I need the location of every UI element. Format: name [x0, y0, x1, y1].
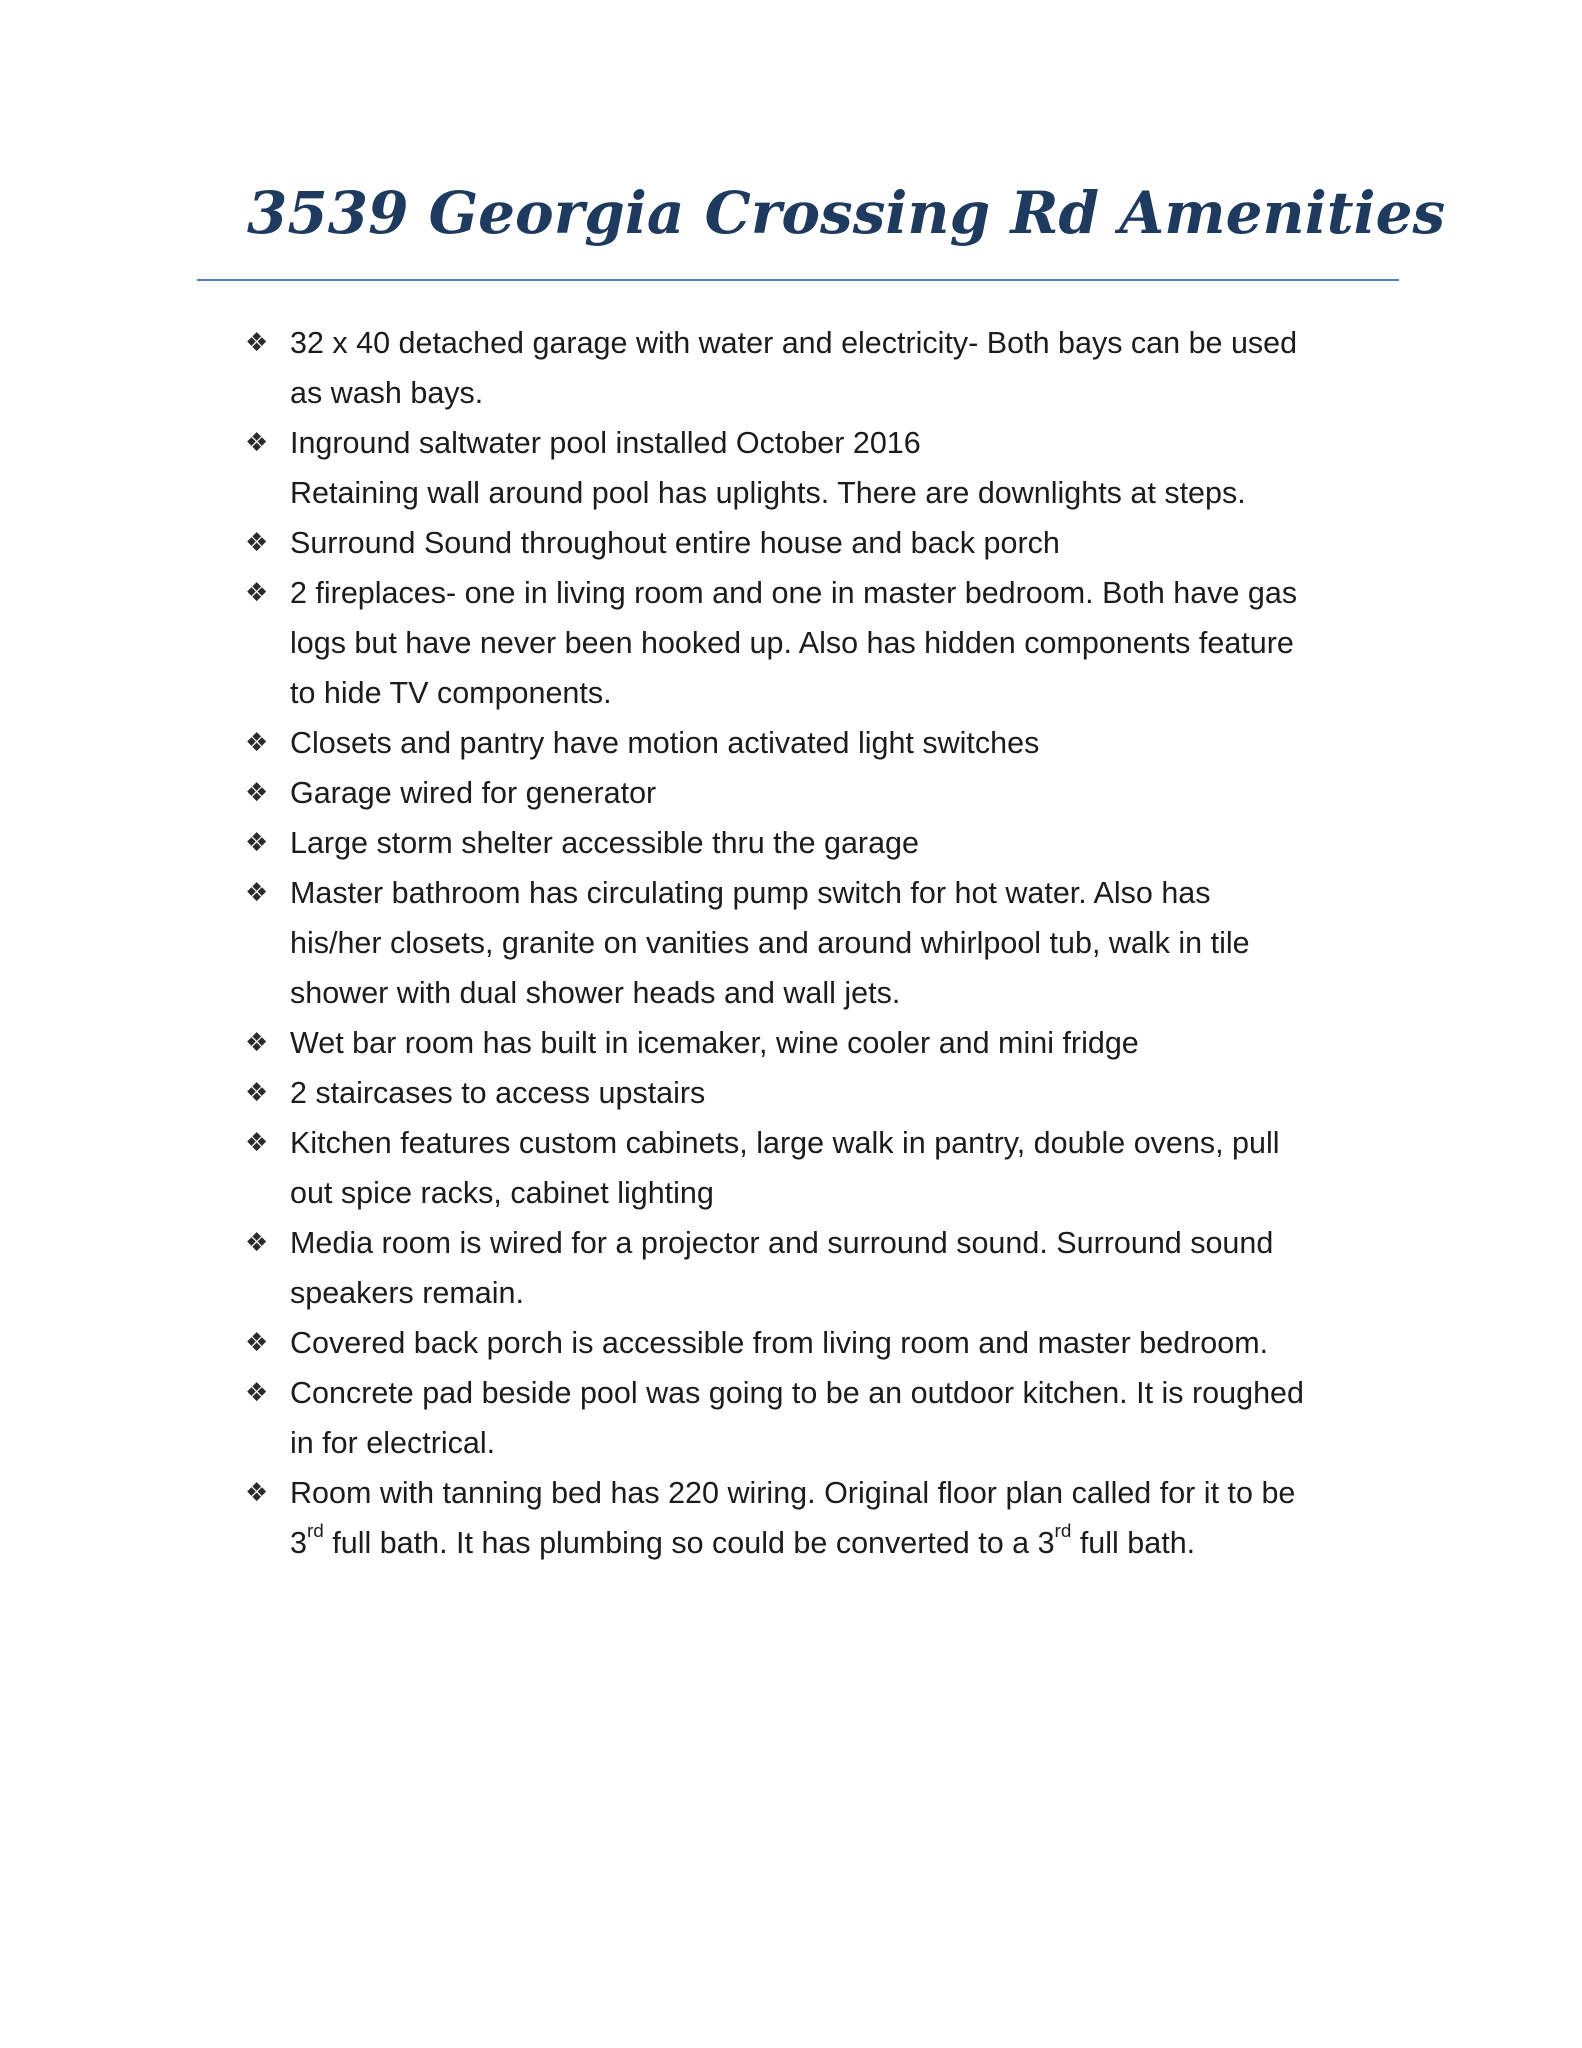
amenity-item [245, 1318, 1385, 1368]
four-diamond-bullet-icon: ❖ [245, 878, 269, 908]
ordinal-suffix: rd [306, 1520, 324, 1542]
amenity-line: as wash bays. [290, 376, 484, 410]
amenity-line: his/her closets, granite on vanities and around whirlpool tub, walk in tile [290, 926, 1250, 960]
amenity-item [245, 518, 1385, 568]
amenity-line: 2 fireplaces- one in living room and one in master bedroom. Both have gas [290, 576, 1298, 610]
four-diamond-bullet-icon: ❖ [245, 728, 269, 758]
page-title: 3539 Georgia Crossing Rd Amenities [247, 179, 1446, 247]
amenity-line: Surround Sound throughout entire house and back porch [290, 526, 1060, 560]
amenity-item [245, 768, 1385, 818]
four-diamond-bullet-icon: ❖ [245, 1078, 269, 1108]
amenity-item [245, 818, 1385, 868]
amenity-line: 32 x 40 detached garage with water and electricity- Both bays can be used [290, 326, 1298, 360]
amenity-line: Master bathroom has circulating pump switch for hot water. Also has [290, 876, 1211, 910]
amenity-item [245, 1068, 1385, 1118]
amenity-line: Room with tanning bed has 220 wiring. Original floor plan called for it to be [290, 1476, 1296, 1510]
amenity-item [245, 568, 1385, 718]
amenity-line: Wet bar room has built in icemaker, wine cooler and mini fridge [290, 1026, 1139, 1060]
four-diamond-bullet-icon: ❖ [245, 1028, 269, 1058]
amenity-line: Media room is wired for a projector and surround sound. Surround sound [290, 1226, 1274, 1260]
amenity-item [245, 1218, 1385, 1318]
amenity-item [245, 1368, 1385, 1468]
four-diamond-bullet-icon: ❖ [245, 1478, 269, 1508]
amenity-line: in for electrical. [290, 1426, 496, 1460]
amenity-item [245, 1118, 1385, 1218]
four-diamond-bullet-icon: ❖ [245, 828, 269, 858]
four-diamond-bullet-icon: ❖ [245, 1328, 269, 1358]
amenity-text: full bath. [1071, 1526, 1196, 1560]
amenity-item [245, 1018, 1385, 1068]
amenity-line: Concrete pad beside pool was going to be an outdoor kitchen. It is roughed [290, 1376, 1304, 1410]
amenity-line: speakers remain. [290, 1276, 524, 1310]
four-diamond-bullet-icon: ❖ [245, 1378, 269, 1408]
four-diamond-bullet-icon: ❖ [245, 1228, 269, 1258]
amenity-line: 2 staircases to access upstairs [290, 1076, 706, 1110]
four-diamond-bullet-icon: ❖ [245, 1128, 269, 1158]
amenity-item [245, 718, 1385, 768]
amenity-line [290, 1518, 1385, 1568]
amenity-line: Closets and pantry have motion activated light switches [290, 726, 1040, 760]
four-diamond-bullet-icon: ❖ [245, 428, 269, 458]
amenity-line: Covered back porch is accessible from living room and master bedroom. [290, 1326, 1269, 1360]
amenity-line: Large storm shelter accessible thru the garage [290, 826, 919, 860]
four-diamond-bullet-icon: ❖ [245, 328, 269, 358]
amenity-item [245, 868, 1385, 1018]
title-underline [197, 279, 1399, 281]
amenity-line: to hide TV components. [290, 676, 612, 710]
amenity-line: shower with dual shower heads and wall jets. [290, 976, 901, 1010]
amenity-item [245, 418, 1385, 518]
amenity-text: full bath. It has plumbing so could be converted to a 3 [323, 1526, 1055, 1560]
amenity-list [245, 318, 1385, 1568]
amenity-line: Retaining wall around pool has uplights. There are downlights at steps. [290, 476, 1246, 510]
four-diamond-bullet-icon: ❖ [245, 528, 269, 558]
four-diamond-bullet-icon: ❖ [245, 778, 269, 808]
amenity-line: out spice racks, cabinet lighting [290, 1176, 714, 1210]
amenity-item [245, 318, 1385, 418]
amenity-item [245, 1468, 1385, 1568]
ordinal-number: 3 [290, 1526, 307, 1560]
four-diamond-bullet-icon: ❖ [245, 578, 269, 608]
ordinal-suffix: rd [1054, 1520, 1072, 1542]
amenity-line: logs but have never been hooked up. Also has hidden components feature [290, 626, 1294, 660]
amenity-line: Garage wired for generator [290, 776, 657, 810]
amenity-line: Kitchen features custom cabinets, large walk in pantry, double ovens, pull [290, 1126, 1280, 1160]
amenity-line: Inground saltwater pool installed October 2016 [290, 426, 921, 460]
